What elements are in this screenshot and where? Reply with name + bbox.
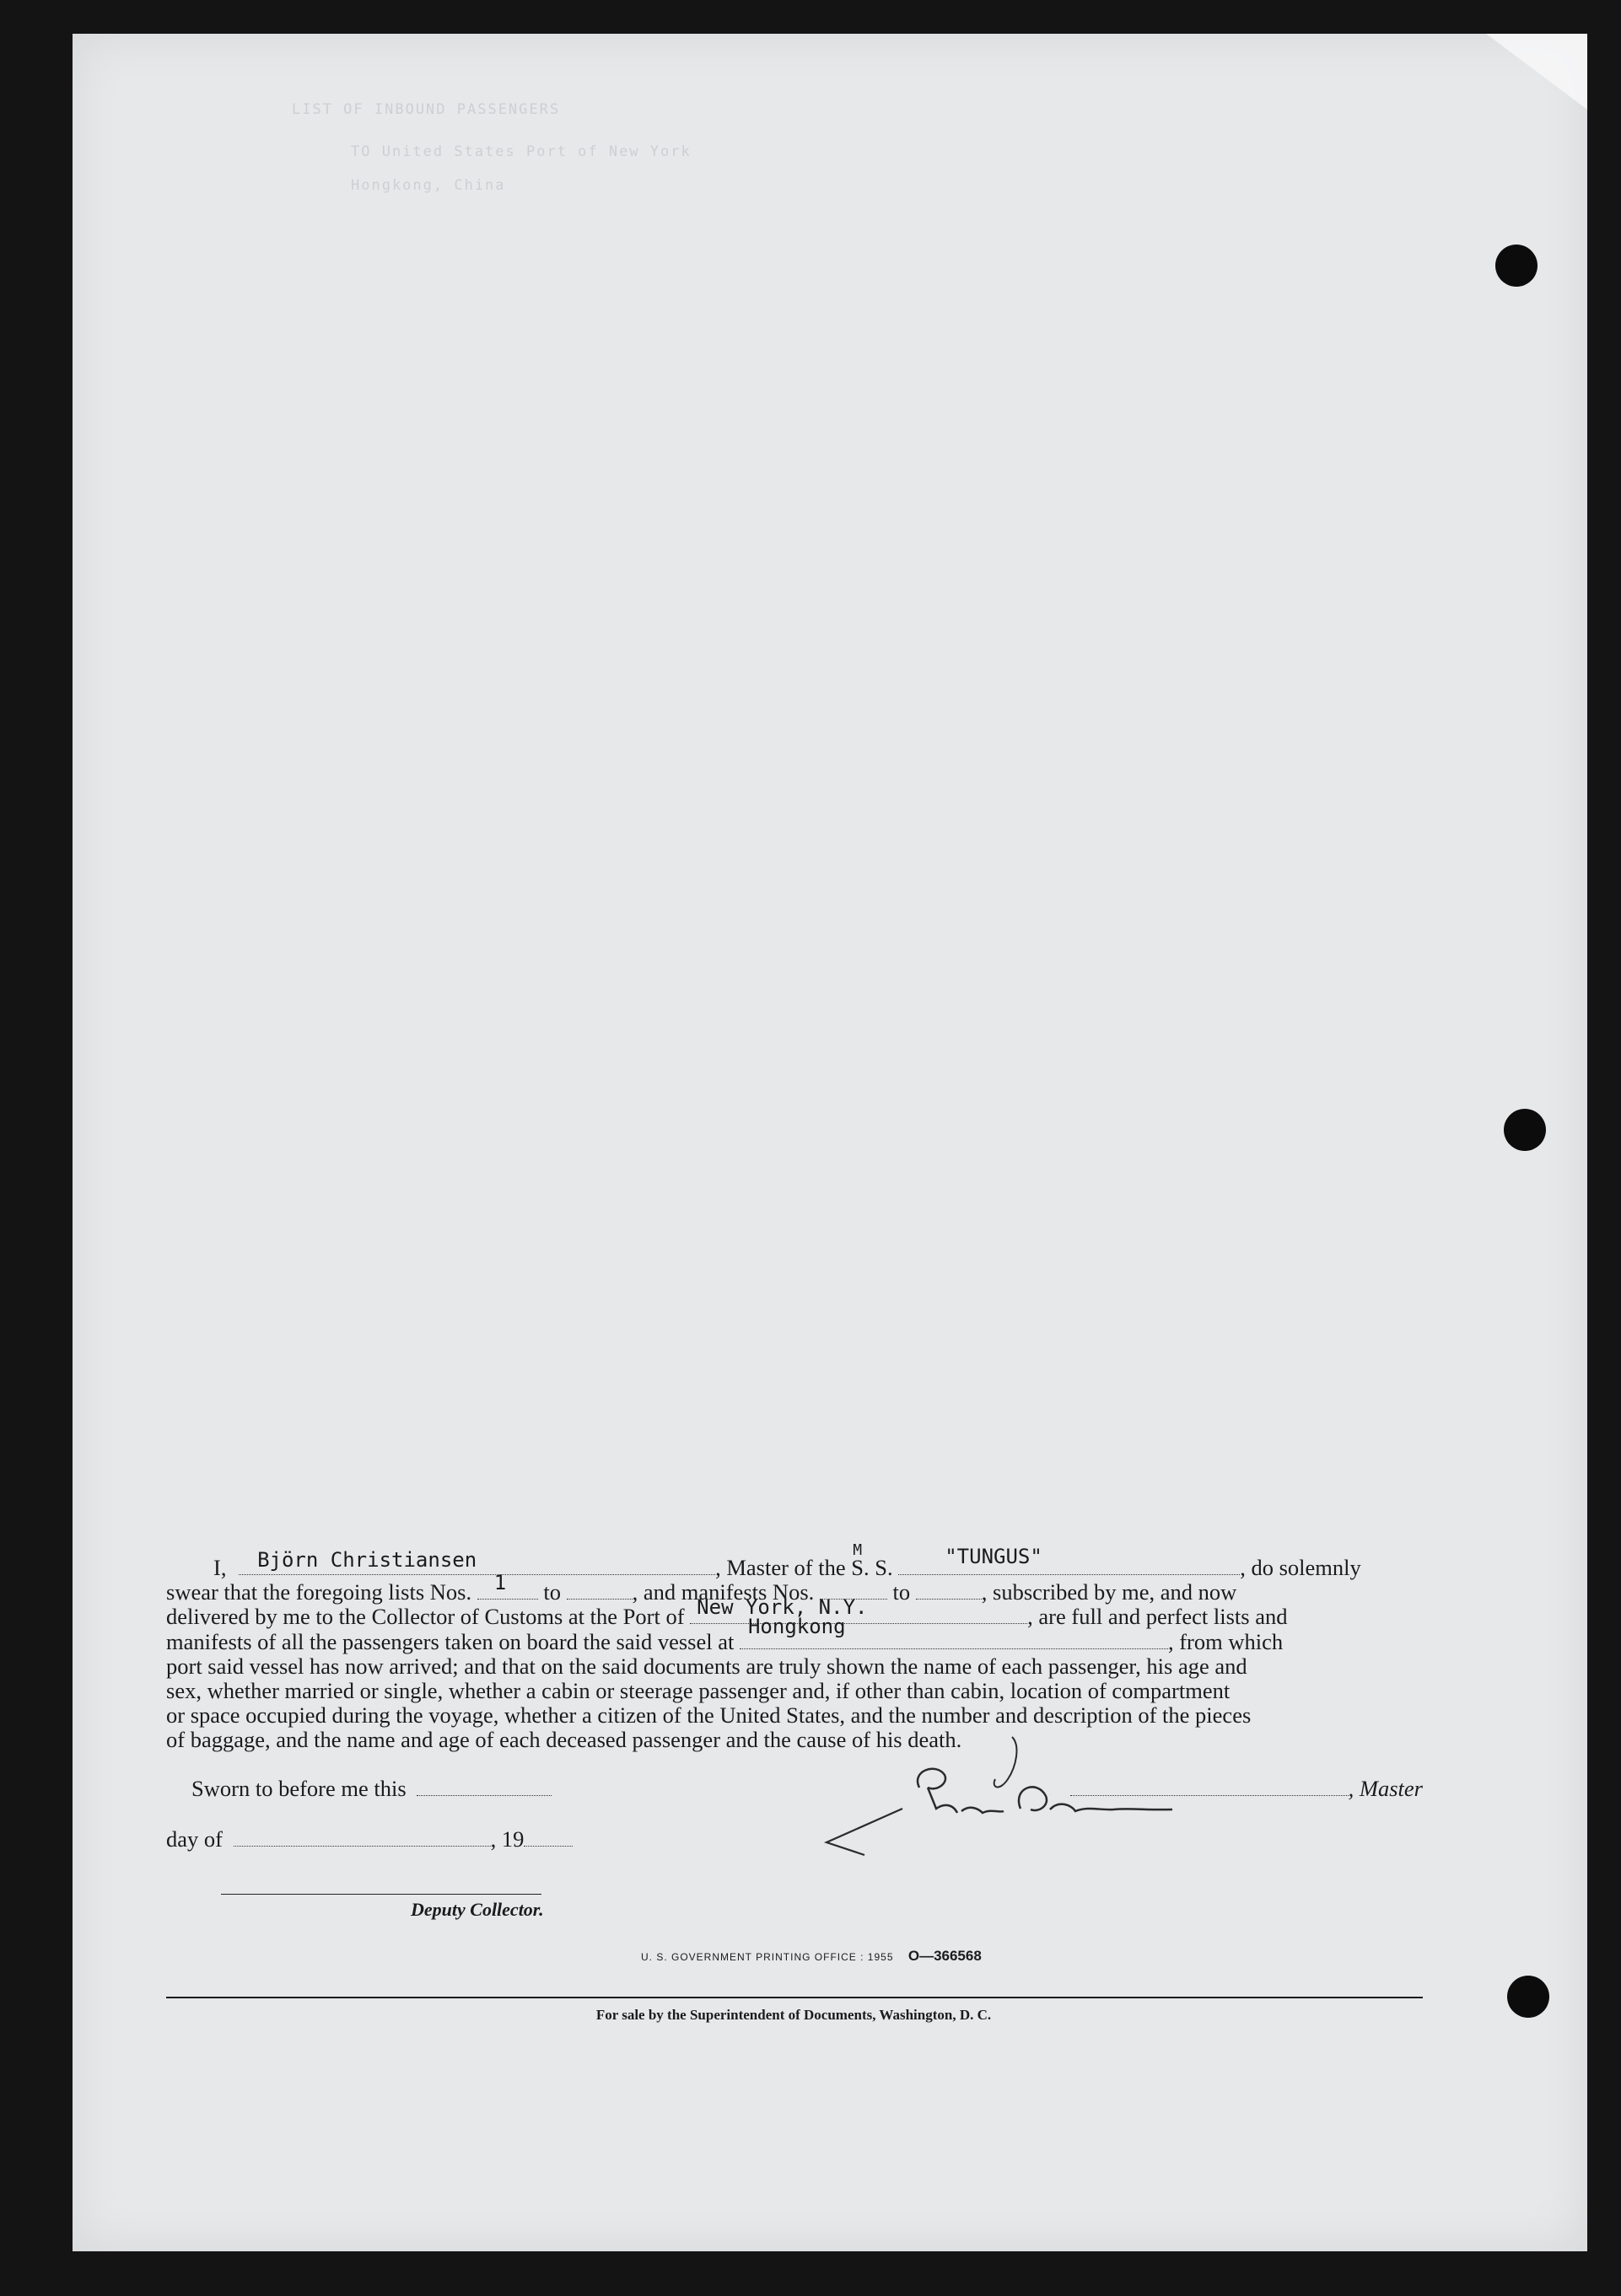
gpo-code: O—366568 [907,1948,982,1964]
oath-line-7: or space occupied during the voyage, whether a citizen of the United States, and the number and description of the pieces [166,1702,1252,1729]
day-of-field [234,1827,491,1847]
from-port-value: Hongkong [747,1615,846,1639]
master-name-field [239,1547,715,1575]
gpo-text: U. S. GOVERNMENT PRINTING OFFICE : 1955 [641,1951,894,1963]
master-name-value: Björn Christiansen [257,1547,477,1572]
footer-rule [166,1997,1423,1998]
oath-text: to [543,1579,561,1605]
punch-hole [1495,245,1538,287]
oath-text: delivered by me to the Collector of Customs at the Port of [166,1604,685,1630]
oath-text: swear that the foregoing lists Nos. [166,1579,472,1605]
vessel-name-field [898,1544,1240,1575]
from-port-field [740,1615,1168,1649]
sale-notice: For sale by the Superintendent of Documents, Washington, D. C. [595,2007,992,2023]
oath-line-5: port said vessel has now arrived; and that on the said documents are truly shown the name of each passenger, his age and [166,1653,1247,1679]
bleed-through-text: LIST OF INBOUND PASSENGERS [292,101,561,118]
vessel-prefix [851,1541,893,1580]
list-from-value: 1 [493,1571,507,1594]
oath-text: , are full and perfect lists and [1027,1604,1288,1630]
oath-text: , do solemnly [1240,1555,1361,1580]
oath-text: , from which [1167,1628,1284,1654]
bleed-through-text: TO United States Port of New York [351,143,692,160]
corner-fold [1486,34,1587,110]
vessel-prefix-overstrike: M [853,1541,863,1559]
oath-line-8: of baggage, and the name and age of each deceased passenger and the cause of his death. [166,1727,962,1753]
oath-text: , subscribed by me, and now [981,1579,1237,1605]
sworn-row [191,1776,552,1802]
oath-text: to [892,1579,911,1605]
master-oath [166,1541,1423,1753]
list-from-field [477,1571,538,1600]
sworn-label: Sworn to before me this [191,1776,407,1801]
deputy-collector-label: Deputy Collector. [411,1899,544,1920]
deputy-signature-line [221,1894,541,1895]
year-label: , 19 [490,1826,525,1852]
sworn-date-field [417,1777,552,1796]
oath-line-6: sex, whether married or single, whether a cabin or steerage passenger and, if other than cabin, location of compartment [166,1678,1231,1704]
oath-line-1 [166,1541,1423,1580]
punch-hole [1504,1109,1546,1151]
year-field [524,1827,573,1847]
oath-text: , and manifests Nos. [632,1579,815,1605]
master-label: , Master [1348,1776,1423,1801]
master-handwritten-signature [810,1729,1282,1872]
port-field [690,1595,1027,1624]
day-of-label: day of [166,1826,223,1852]
gpo-imprint [641,1948,982,1965]
list-to-field [567,1580,633,1600]
day-of-row [166,1826,573,1852]
port-value: New York, N.Y. [697,1595,868,1620]
oath-text: I, [213,1555,227,1580]
manifest-to-field [916,1580,982,1600]
oath-text: , Master of the [715,1555,846,1580]
oath-text: manifests of all the passengers taken on board the said vessel at [166,1628,735,1654]
bleed-through-text: Hongkong, China [351,177,506,194]
vessel-prefix-text: S. S. [851,1555,893,1580]
vessel-name-value: "TUNGUS" [945,1544,1042,1568]
